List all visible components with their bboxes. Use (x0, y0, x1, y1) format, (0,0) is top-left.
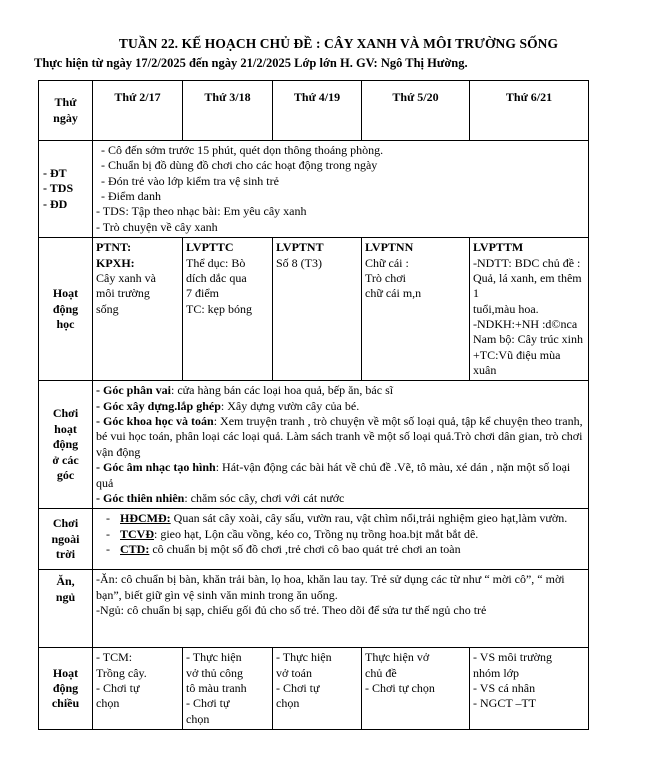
chieu-cell-mon: - TCM: Trồng cây. - Chơi tự chọn (93, 648, 183, 730)
chieu-cell-wed: - Thực hiện vở toán - Chơi tự chọn (273, 648, 362, 730)
row-hoat-dong-chieu (39, 648, 589, 730)
row-choi-goc (39, 381, 589, 509)
hdh-cell-mon: PTNT: KPXH: Cây xanh và môi trường sống (93, 238, 183, 381)
row-label-an-ngu: Ăn, ngủ (39, 570, 93, 648)
page-subtitle: Thực hiện từ ngày 17/2/2025 đến ngày 21/2/2025 Lớp lớn H. GV: Ngô Thị Hường. (34, 56, 468, 70)
day-header: Thứ 2/17 (93, 81, 183, 141)
header-row (39, 81, 589, 141)
day-header: Thứ 6/21 (470, 81, 589, 141)
hdh-cell-thu: LVPTNN Chữ cái : Trò chơi chữ cái m,n (362, 238, 470, 381)
goc-item: - Góc xây dựng.lắp ghép: Xây dựng vườn cây của bé. (96, 398, 360, 413)
row-label-dt: - ĐT - TDS - ĐD (39, 141, 93, 238)
hdh-cell-wed: LVPTNT Số 8 (T3) (273, 238, 362, 381)
row-an-ngu (39, 570, 589, 648)
chieu-cell-tue: - Thực hiện vở thủ công tô màu tranh - Chơi tự chọn (183, 648, 273, 730)
row-label-choi-ngoai-troi: Chơi ngoài trời (39, 509, 93, 570)
goc-item: - Góc khoa học và toán: Xem truyện tranh , trò chuyện về một số loại quả, tập kể chuyện theo tranh, bé vui học toán, phân loại các loại quả. Làm sách tranh về một số loại quả.Trò chơi dân gian, trò chơi vận động (96, 414, 583, 459)
goc-item: - Góc phân vai: cửa hàng bán các loại hoa quả, bếp ăn, bác sĩ (96, 383, 394, 398)
hdh-cell-tue: LVPTTC Thể dục: Bò dích dắc qua 7 điểm TC: kẹp bóng (183, 238, 273, 381)
row-don-tre (39, 141, 589, 238)
goc-item: - Góc thiên nhiên: chăm sóc cây, chơi với cát nước (96, 490, 345, 505)
day-header: Thứ 5/20 (362, 81, 470, 141)
row-label-hoat-dong-chieu: Hoạt động chiều (39, 648, 93, 730)
ngoai-item: - HĐCMĐ: Quan sát cây xoài, cây sấu, vườn rau, vật chìm nổi,trải nghiệm gieo hạt,làm vườn. (106, 511, 568, 526)
page-title: TUẦN 22. KẾ HOẠCH CHỦ ĐỀ : CÂY XANH VÀ MÔI TRƯỜNG SỐNG (118, 36, 559, 51)
choi-ngoai-troi-content (93, 509, 589, 570)
corner-label: Thứ ngày (39, 81, 93, 141)
hdh-cell-fri: LVPTTM -NDTT: BDC chủ đề : Quả, lá xanh, em thêm 1 tuổi,màu hoa. -NDKH:+NH :d©nca Nam bộ: Cây trúc xinh +TC:Vũ điệu mùa xuân (470, 238, 589, 381)
chieu-cell-thu: Thực hiện vở chủ đề - Chơi tự chọn (362, 648, 470, 730)
plan-table (38, 80, 589, 730)
dt-content: - Cô đến sớm trước 15 phút, quét dọn thông thoáng phòng. - Chuẩn bị đồ dùng đồ chơi cho các hoạt động trong ngày - Đón trẻ vào lớp kiểm tra vệ sinh trẻ - Điểm danh - TDS: Tập theo nhạc bài: Em yêu cây xanh - Trò chuyện về cây xanh (93, 141, 589, 238)
row-choi-ngoai-troi (39, 509, 589, 570)
ngoai-item: - CTD: cô chuẩn bị một số đồ chơi ,trẻ chơi cô bao quát trẻ chơi an toàn (106, 542, 461, 557)
day-header: Thứ 3/18 (183, 81, 273, 141)
goc-item: - Góc âm nhạc tạo hình: Hát-vận động các bài hát về chủ đề .Vẽ, tô màu, xé dán , nặn một số loại quả (96, 460, 571, 490)
chieu-cell-fri: - VS môi trường nhóm lớp - VS cá nhân - NGCT –TT (470, 648, 589, 730)
choi-goc-content (93, 381, 589, 509)
day-header: Thứ 4/19 (273, 81, 362, 141)
ngoai-item: - TCVĐ: gieo hạt, Lộn cầu vồng, kéo co, Trồng nụ trồng hoa.bịt mắt bắt dê. (106, 526, 479, 541)
row-hoat-dong-hoc (39, 238, 589, 381)
row-label-choi-goc: Chơi hoạt động ở các góc (39, 381, 93, 509)
row-label-hoat-dong-hoc: Hoạt động học (39, 238, 93, 381)
an-ngu-content: -Ăn: cô chuẩn bị bàn, khăn trải bàn, lọ hoa, khăn lau tay. Trẻ sử dụng các từ như “ mời cô”, “ mời bạn”, biết giữ gìn vệ sinh văn minh trong ăn uống. -Ngủ: cô chuẩn bị sạp, chiếu gối đủ cho số trẻ. Theo dõi để sửa tư thế ngủ cho trẻ (93, 570, 589, 648)
